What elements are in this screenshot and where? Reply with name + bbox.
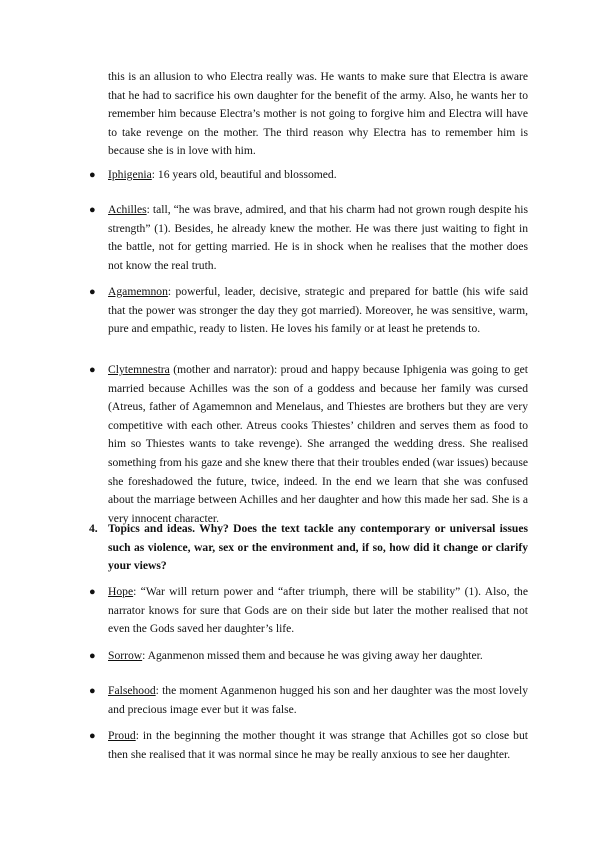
intro-paragraph: this is an allusion to who Electra really was. He wants to make sure that Electra is aware that he had to sacrifice his own daughter for the benefit of the army. Also, he wants her to remember him because Electra’s mother is not going to forgive him and Electra will have to take revenge on the mother. The third reason why Electra has to remember him is because she is in love with him. [108, 70, 528, 158]
section-heading: Topics and ideas. Why? Does the text tackle any contemporary or universal issues such as violence, war, sex or the environment and, if so, how did it change or clarify your views? [108, 522, 528, 573]
term-falsehood: Falsehood [108, 684, 156, 697]
character-item-achilles [108, 201, 528, 275]
character-item-iphigenia [108, 166, 528, 185]
bullet-icon: ● [89, 364, 96, 376]
section-number: 4. [89, 522, 98, 535]
character-item-clytemnestra [108, 361, 528, 528]
bullet-icon: ● [89, 586, 96, 598]
term-agamemnon: Agamemnon [108, 285, 168, 298]
description-clytemnestra: (mother and narrator): proud and happy because Iphigenia was going to get married because Achilles was the son of a goddess and because her family was cursed (Atreus, father of Agamemnon and Menelaus, and Thiestes are brothers but they are very competitive with each other. Atreus cooks Thiestes’ children and serves them as food to him so Thiestes wants to take revenge). She arranged the wedding dress. She realised something from his gaze and she knew there that their troubles ended (war issues) because she foreshadowed the future, twice, indeed. In the end we learn that she was confused about the marriage between Achilles and her daughter and how this made her sad. She is a very innocent character. [108, 363, 528, 525]
bullet-icon: ● [89, 169, 96, 181]
description-agamemnon: : powerful, leader, decisive, strategic and prepared for battle (his wife said that the power was stronger the day they got married). Moreover, he was sensitive, warm, pure and empathic, ready to listen. He loves his family or at least he pretends to. [108, 285, 528, 336]
topic-item-falsehood [108, 682, 528, 719]
topic-item-hope [108, 583, 528, 639]
description-achilles: : tall, “he was brave, admired, and that his charm had not grown rough despite his strength” (1). Besides, he already knew the mother. He was there just waiting to fight in the battle, not for getting married. He is in shock when he realises that the mother does not know the real truth. [108, 203, 528, 272]
bullet-icon: ● [89, 650, 96, 662]
term-achilles: Achilles [108, 203, 147, 216]
topic-item-sorrow [108, 647, 528, 666]
description-proud: : in the beginning the mother thought it was strange that Achilles got so close but then she realised that it was normal since he may be really anxious to see her daughter. [108, 729, 528, 761]
description-sorrow: : Aganmenon missed them and because he was giving away her daughter. [142, 649, 483, 662]
bullet-icon: ● [89, 730, 96, 742]
bullet-icon: ● [89, 286, 96, 298]
description-hope: : “War will return power and “after triumph, there will be stability” (1). Also, the narrator knows for sure that Gods are on their side but later the mother realised that not even the Gods saved her daughter’s life. [108, 585, 528, 636]
term-proud: Proud [108, 729, 136, 742]
bullet-icon: ● [89, 685, 96, 697]
term-clytemnestra: Clytemnestra [108, 363, 170, 376]
topic-item-proud [108, 727, 528, 764]
bullet-icon: ● [89, 204, 96, 216]
description-falsehood: : the moment Aganmenon hugged his son and her daughter was the most lovely and precious image ever but it was false. [108, 684, 528, 716]
term-iphigenia: Iphigenia [108, 168, 152, 181]
character-item-agamemnon [108, 283, 528, 339]
description-iphigenia: : 16 years old, beautiful and blossomed. [151, 168, 337, 181]
term-sorrow: Sorrow [108, 649, 143, 662]
term-hope: Hope [108, 585, 134, 598]
